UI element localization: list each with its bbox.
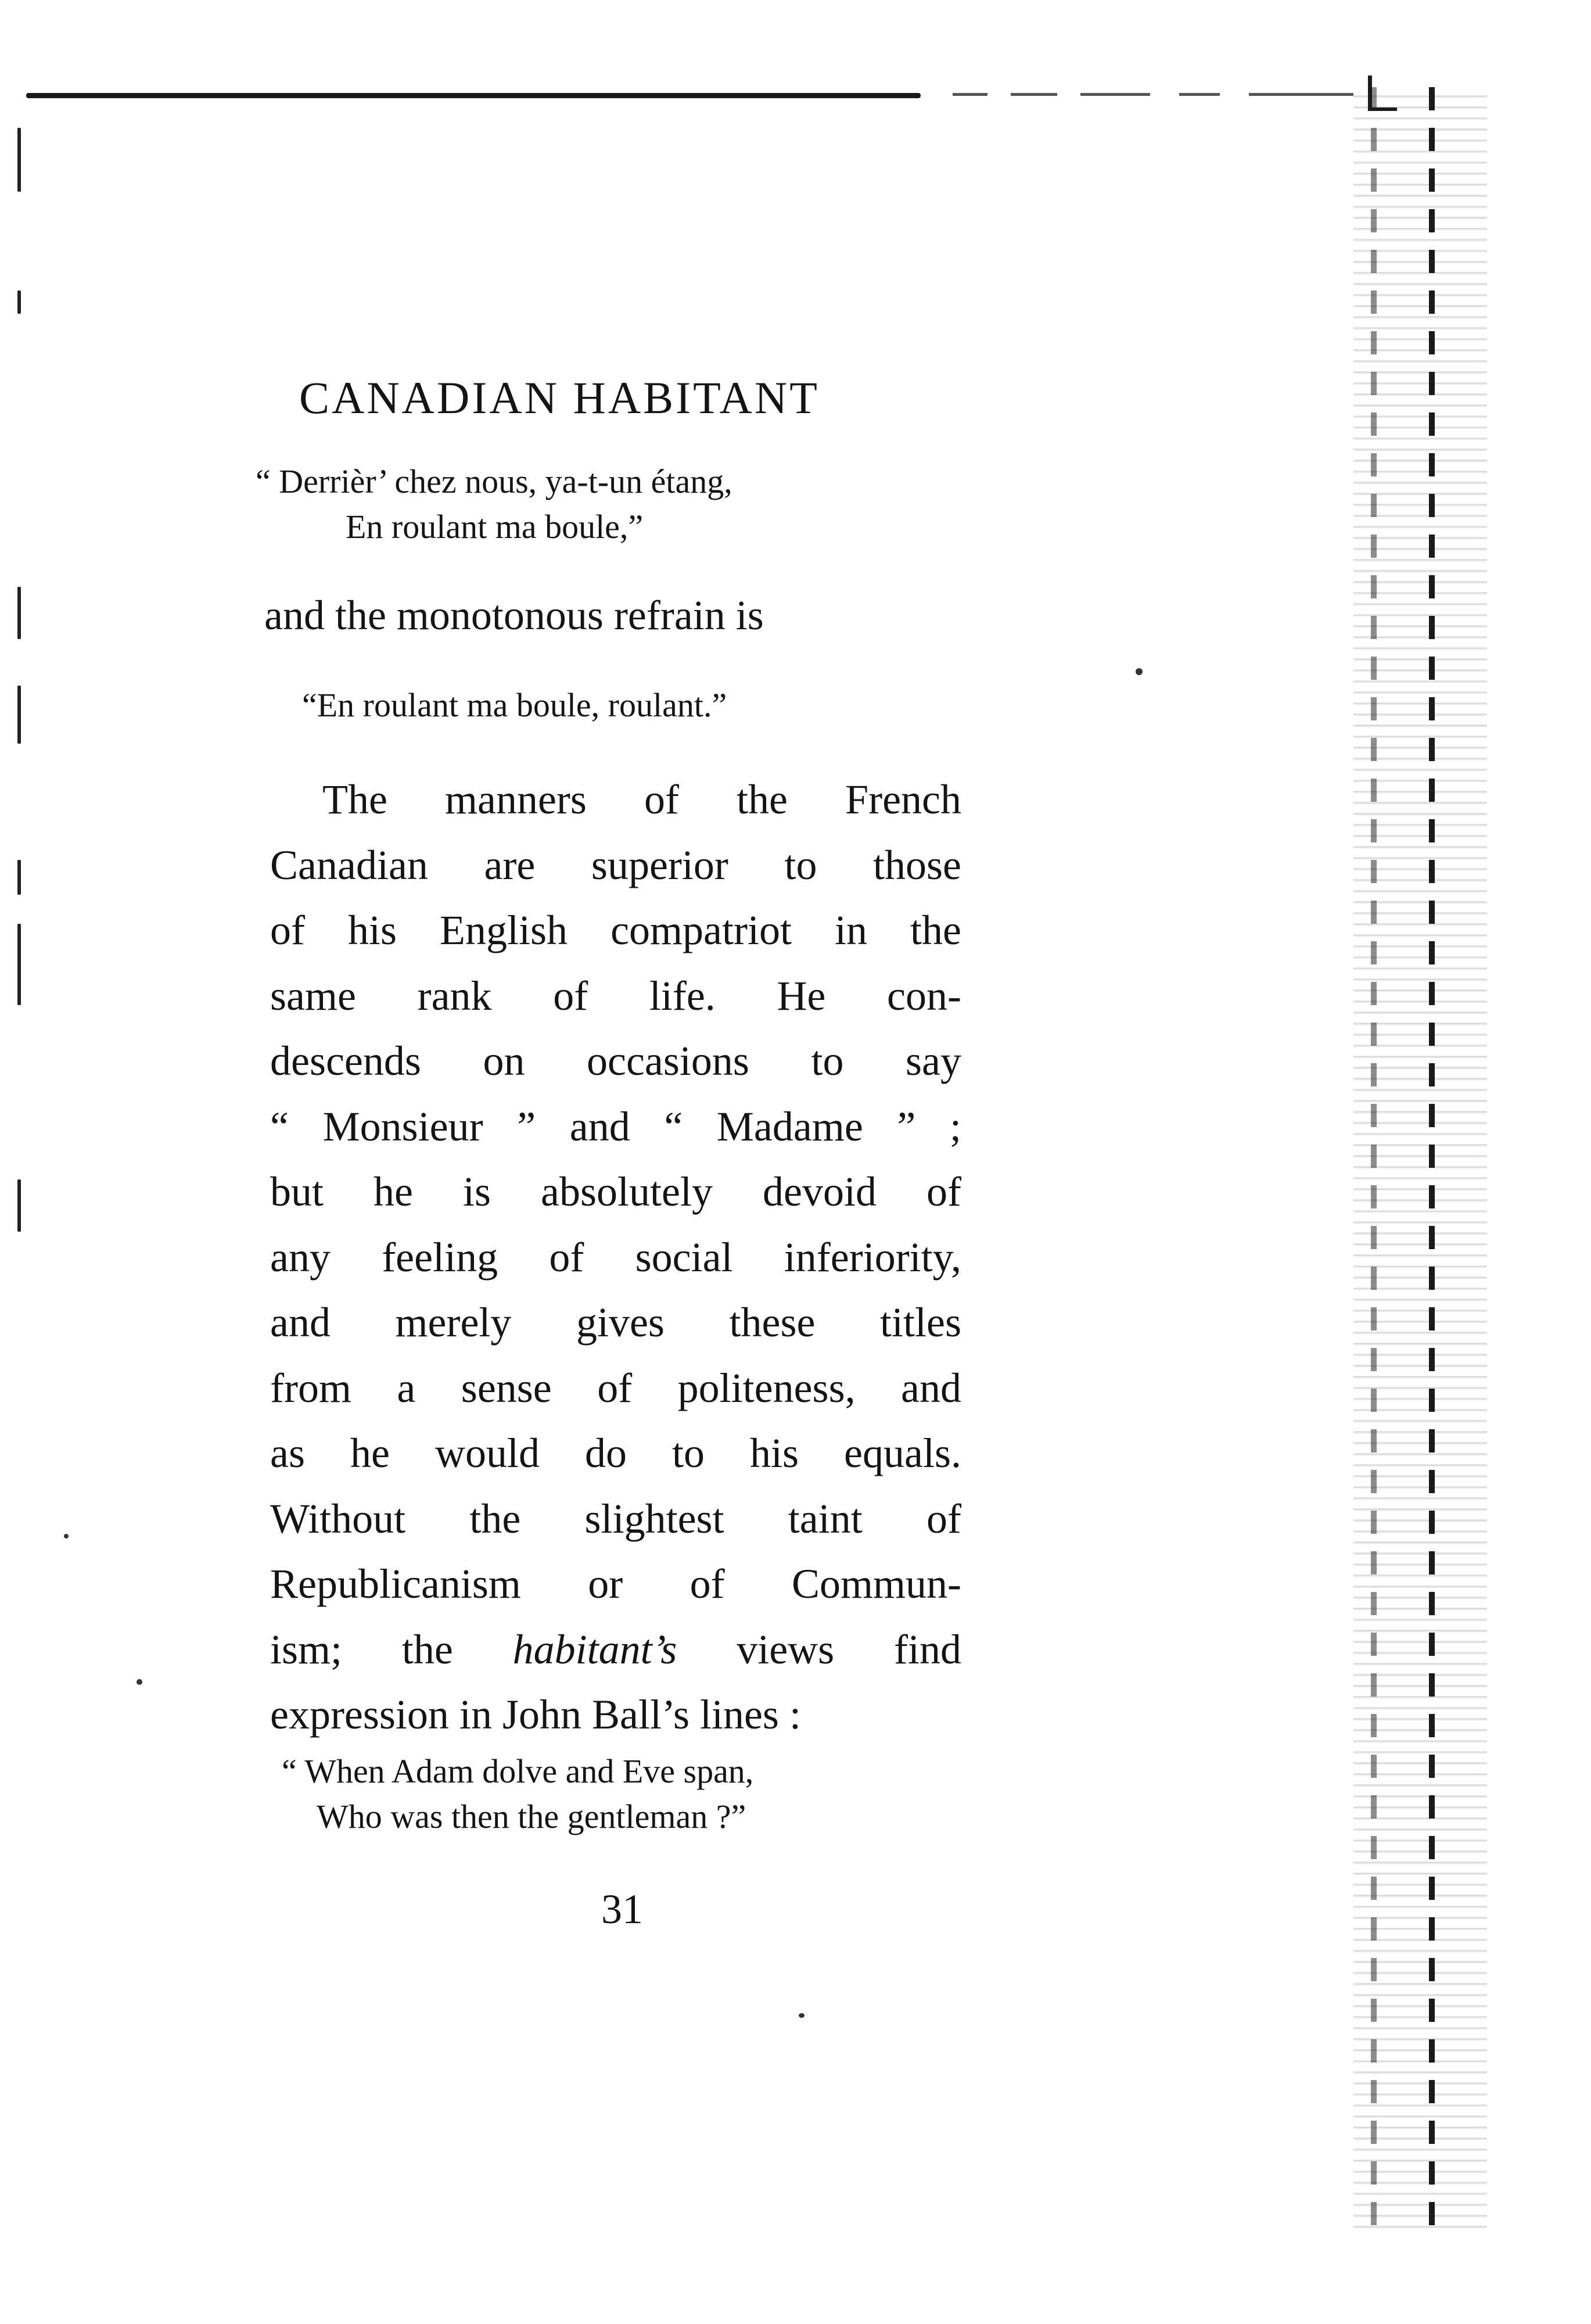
prose-line: and the monotonous refrain is <box>264 592 764 639</box>
top-border-dash <box>953 93 987 96</box>
paragraph-line: as he would do to his equals. <box>270 1430 961 1476</box>
verse-line: Who was then the gentleman ?” <box>317 1798 746 1835</box>
running-head: CANADIAN HABITANT <box>299 372 820 423</box>
left-border-mark <box>17 1179 21 1232</box>
paragraph-line: descends on occasions to say <box>270 1038 961 1084</box>
italic-word: habitant’s <box>512 1626 677 1673</box>
paragraph-line: any feeling of social inferiority, <box>270 1233 961 1281</box>
left-border-mark <box>17 686 21 744</box>
left-border-mark <box>17 860 21 895</box>
paragraph-line: Without the slightest taint of <box>270 1495 961 1542</box>
top-border-dash <box>1249 93 1353 96</box>
paragraph-line <box>270 1617 961 1683</box>
verse-line: “En roulant ma boule, roulant.” <box>302 686 727 724</box>
paragraph-text: views find <box>737 1626 961 1673</box>
page-number: 31 <box>601 1886 643 1932</box>
left-border-mark <box>17 587 21 639</box>
left-border-mark <box>17 290 21 314</box>
corner-mark <box>1368 107 1397 111</box>
scan-speck <box>799 2013 805 2018</box>
top-border-dash <box>1080 93 1150 96</box>
paragraph-line: “ Monsieur ” and “ Madame ” ; <box>270 1103 961 1150</box>
verse-line: “ When Adam dolve and Eve span, <box>282 1752 754 1790</box>
binding-edge <box>1371 87 1377 2237</box>
left-border-mark <box>17 128 21 192</box>
paragraph-line: same rank of life. He con- <box>270 972 961 1019</box>
top-border-dash <box>1011 93 1057 96</box>
top-border-rule <box>26 93 921 98</box>
paragraph-line: The manners of the French <box>322 776 961 823</box>
paragraph-line: of his English compatriot in the <box>270 907 961 953</box>
scan-speck <box>64 1534 69 1538</box>
paragraph-line: but he is absolutely devoid of <box>270 1168 961 1215</box>
paragraph-text: ism; the <box>270 1626 453 1673</box>
paragraph-line: expression in John Ball’s lines : <box>270 1691 801 1738</box>
corner-mark <box>1368 76 1372 110</box>
paragraph-line: Canadian are superior to those <box>270 841 961 888</box>
main-paragraph <box>270 767 961 1748</box>
scan-speck <box>1136 668 1143 675</box>
left-border-mark <box>17 924 21 1005</box>
scan-speck <box>137 1679 142 1685</box>
paragraph-line: Republicanism or of Commun- <box>270 1561 961 1607</box>
verse-line: En roulant ma boule,” <box>346 508 644 546</box>
verse-line: “ Derrièr’ chez nous, ya-t-un étang, <box>256 462 732 500</box>
paragraph-line: and merely gives these titles <box>270 1299 961 1346</box>
paragraph-line: from a sense of politeness, and <box>270 1364 961 1411</box>
binding-edge <box>1429 87 1435 2237</box>
top-border-dash <box>1179 93 1220 96</box>
